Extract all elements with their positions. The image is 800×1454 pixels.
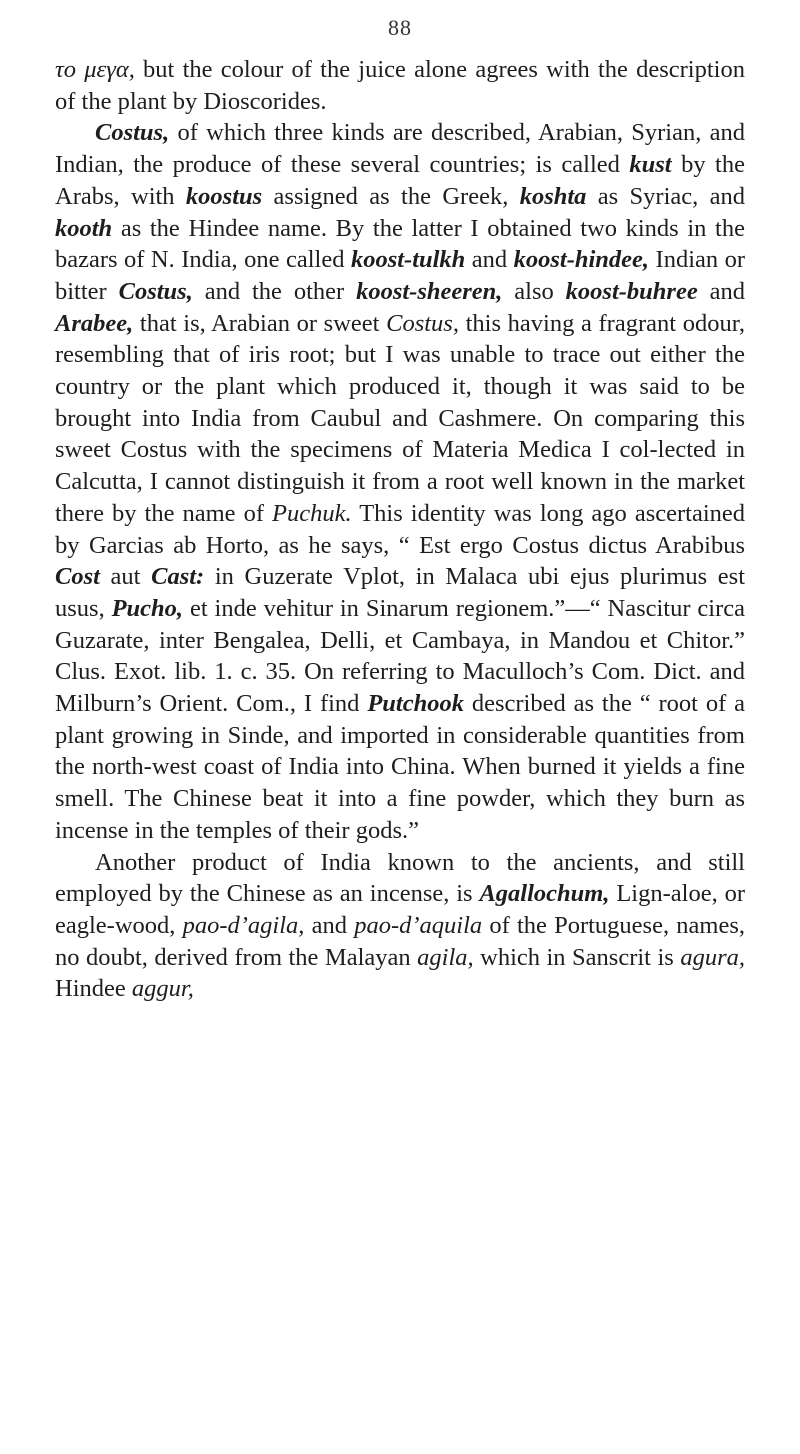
paragraph-1 [55, 54, 745, 117]
text-run: and [304, 911, 355, 939]
emphasis-text: Costus, [95, 119, 170, 147]
paragraph-3 [55, 847, 745, 1006]
text-run: of the Portuguese, names, no doubt, derived from the Malayan [55, 911, 745, 971]
text-run: but the colour of the juice alone agrees with the description of the plant by Dioscorides. [55, 56, 745, 115]
emphasis-text: koost-hindee, [513, 246, 650, 274]
emphasis-text: Putchook [367, 690, 464, 718]
text-run: Indian or bitter [55, 246, 745, 305]
emphasis-text: agila, [417, 943, 474, 971]
text-run: as the Hindee name. By the latter I obtained two kinds in the bazars of N. India, one called [55, 214, 745, 274]
text-run: and [697, 277, 745, 305]
emphasis-text: koostus [185, 182, 263, 210]
emphasis-text: Costus, [118, 277, 193, 305]
emphasis-text: Costus, [386, 309, 459, 337]
text-run: described as the “ root of a plant growing in Sinde, and imported in considerable quantities from the north-west coast of India into China. When burned it yields a fine smell. The Chinese beat it into a fine powder, which they burn as incense in the temples of their gods.” [55, 690, 745, 844]
emphasis-text: koshta [519, 182, 587, 210]
emphasis-text: koost-sheeren, [356, 277, 503, 305]
text-run: and [465, 246, 514, 274]
body-text [55, 54, 745, 1005]
text-run: which in Sanscrit is [473, 943, 681, 971]
emphasis-text: Cast: [151, 563, 205, 591]
emphasis-text: Cost [55, 563, 100, 591]
emphasis-text: pao-d’agila, [182, 911, 305, 939]
text-run: that is, Arabian or sweet [133, 309, 387, 337]
emphasis-text: Arabee, [55, 309, 134, 337]
text-run: of which three kinds are described, Arabian, Syrian, and Indian, the produce of these several countries; is called [55, 119, 745, 179]
emphasis-text: agura, [680, 943, 745, 971]
text-run: this having a fragrant odour, resembling that of iris root; but I was unable to trace out either the country or the plant which produced it, though it was said to be brought into India from Caubul and Cashmere. On comparing this sweet Costus with the specimens of Materia Medica I col-lected in Calcutta, I cannot distinguish it from a root well known in the market there by the name of [55, 309, 745, 527]
text-run: assigned as the Greek, [262, 182, 520, 210]
emphasis-text: koost-tulkh [350, 246, 466, 274]
text-run: This identity was long ago ascertained by Garcias ab Horto, as he says, “ Est ergo Costus dictus Arabibus [55, 499, 745, 559]
text-run: in Guzerate Vplot, in Malaca ubi ejus plurimus est usus, [55, 563, 746, 622]
emphasis-text: pao-d’aquila [354, 911, 483, 939]
text-run: also [502, 277, 566, 305]
text-run: Another product of India known to the ancients, and still employed by the Chinese as an incense, is [55, 848, 745, 908]
paragraph-2 [55, 117, 745, 846]
emphasis-text: Agallochum, [479, 880, 610, 908]
text-run: aut [99, 563, 152, 591]
emphasis-text: το μεγα, [55, 56, 135, 83]
text-run: by the Arabs, with [55, 151, 745, 210]
emphasis-text: Pucho, [111, 594, 184, 622]
text-run: et inde vehitur in Sinarum regionem.”—“ Nascitur circa Guzarate, inter Bengalea, Delli, et Cambaya, in Mandou et Chitor.” Clus. Exot. lib. 1. c. 35. On referring to Maculloch’s Com. Dict. and Milburn’s Orient. Com., I find [55, 594, 745, 718]
emphasis-text: Puchuk. [272, 499, 352, 527]
emphasis-text: kooth [55, 214, 113, 242]
page-number: 88 [388, 15, 412, 40]
text-run: and the other [192, 277, 357, 305]
text-run: Hindee [55, 975, 132, 1003]
emphasis-text: koost-buhree [565, 277, 698, 305]
emphasis-text: kust [629, 151, 672, 179]
text-run: Lign-aloe, or eagle-wood, [55, 880, 745, 939]
emphasis-text: aggur, [131, 975, 194, 1003]
text-run: as Syriac, and [586, 182, 745, 210]
